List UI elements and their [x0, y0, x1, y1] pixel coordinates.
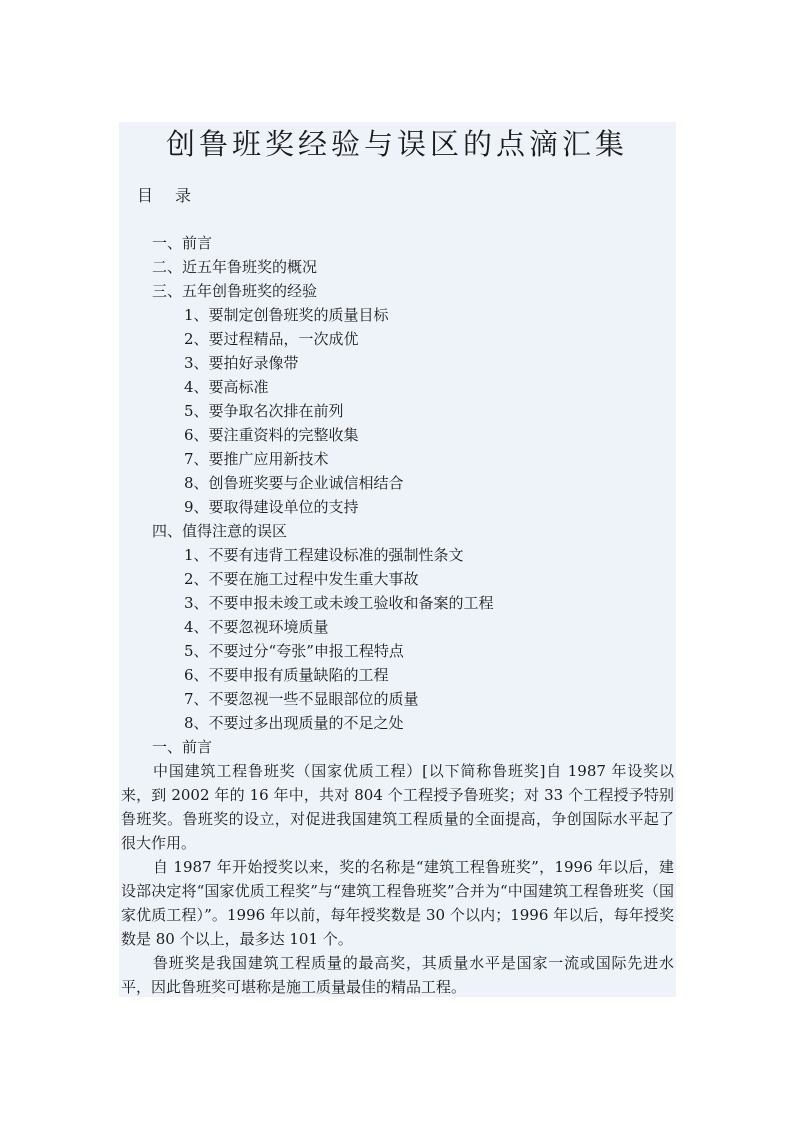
toc-heading — [137, 184, 191, 208]
toc-item: 3、要拍好录像带 — [184, 354, 299, 372]
toc-item: 3、不要申报未竣工或未竣工验收和备案的工程 — [184, 594, 494, 612]
toc-item: 8、创鲁班奖要与企业诚信相结合 — [184, 474, 404, 492]
document-title: 创鲁班奖经验与误区的点滴汇集 — [165, 127, 628, 161]
toc-item: 8、不要过多出现质量的不足之处 — [184, 714, 404, 732]
body-paragraph: 自 1987 年开始授奖以来，奖的名称是“建筑工程鲁班奖”，1996 年以后，建设部决定将“国家优质工程奖”与“建筑工程鲁班奖”合并为“中国建筑工程鲁班奖（国家优质工程）”。1996 年以前，每年授奖数是 30 个以内；1996 年以后，每年授奖数是 80 个以上，最多达 101 个。 — [121, 858, 674, 948]
toc-item: 四、值得注意的误区 — [152, 522, 288, 540]
toc-item: 6、要注重资料的完整收集 — [184, 426, 359, 444]
toc-heading-char-1: 目 — [137, 186, 154, 205]
toc-item: 6、不要申报有质量缺陷的工程 — [184, 666, 389, 684]
body-paragraph: 鲁班奖是我国建筑工程质量的最高奖，其质量水平是国家一流或国际先进水平，因此鲁班奖可堪称是施工质量最佳的精品工程。 — [121, 954, 674, 996]
toc-item: 5、要争取名次排在前列 — [184, 402, 344, 420]
toc-item: 二、近五年鲁班奖的概况 — [152, 258, 318, 276]
toc-item: 2、不要在施工过程中发生重大事故 — [184, 570, 419, 588]
toc-item: 2、要过程精品，一次成优 — [184, 330, 359, 348]
toc-item: 9、要取得建设单位的支持 — [184, 498, 359, 516]
section-heading-preface: 一、前言 — [152, 738, 213, 756]
toc-item: 1、不要有违背工程建设标准的强制性条文 — [184, 546, 464, 564]
toc-item: 5、不要过分“夸张”申报工程特点 — [184, 642, 404, 660]
body-paragraph: 中国建筑工程鲁班奖（国家优质工程）[以下简称鲁班奖]自 1987 年设奖以来，到 2002 年的 16 年中，共对 804 个工程授予鲁班奖；对 33 个工程授予特别鲁班奖。鲁班奖的设立，对促进我国建筑工程质量的全面提高，争创国际水平起了很大作用。 — [121, 762, 674, 852]
toc-item: 1、要制定创鲁班奖的质量目标 — [184, 306, 389, 324]
toc-item: 7、不要忽视一些不显眼部位的质量 — [184, 690, 419, 708]
toc-heading-char-2: 录 — [175, 186, 192, 205]
toc-item: 三、五年创鲁班奖的经验 — [152, 282, 318, 300]
toc-item: 4、要高标准 — [184, 378, 269, 396]
toc-item: 7、要推广应用新技术 — [184, 450, 329, 468]
toc-item: 4、不要忽视环境质量 — [184, 618, 329, 636]
toc-item: 一、前言 — [152, 234, 213, 252]
